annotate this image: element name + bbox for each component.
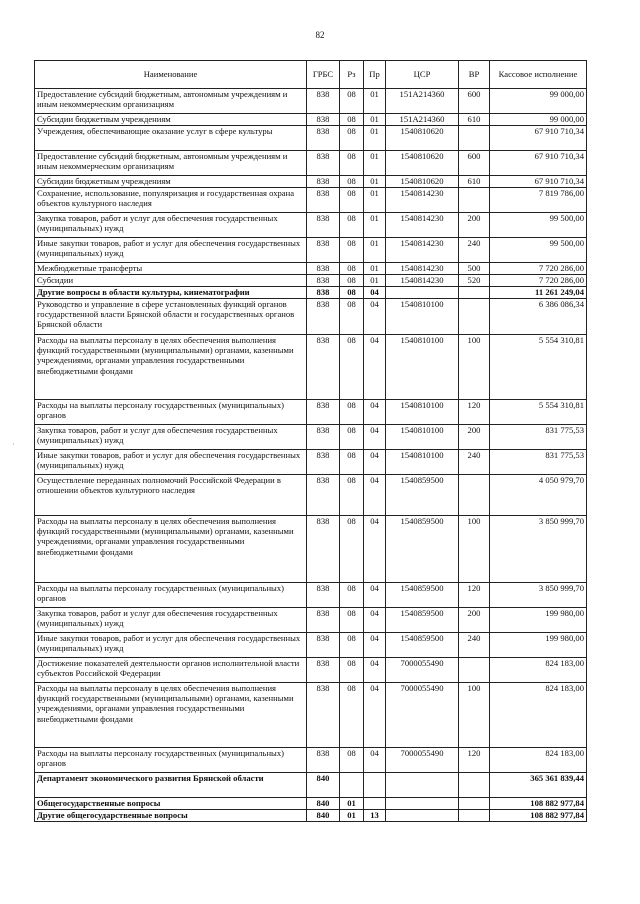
cell-amount: 199 980,00: [490, 608, 587, 633]
cell-rz: [340, 773, 364, 798]
header-grbs: ГРБС: [307, 61, 340, 89]
table-row: [35, 425, 587, 450]
cell-rz: 08: [340, 748, 364, 773]
cell-vr: [459, 810, 490, 822]
cell-amount: 99 000,00: [490, 89, 587, 114]
cell-csr: 1540814230: [386, 275, 459, 287]
cell-csr: [386, 810, 459, 822]
cell-grbs: 838: [307, 213, 340, 238]
cell-csr: 1540859500: [386, 633, 459, 658]
cell-pr: 01: [364, 263, 386, 275]
cell-rz: 08: [340, 188, 364, 213]
table-row: [35, 475, 587, 516]
table-row: [35, 516, 587, 583]
cell-grbs: 838: [307, 450, 340, 475]
cell-vr: 120: [459, 748, 490, 773]
cell-name: Субсидии бюджетным учреждениям: [35, 176, 307, 188]
cell-vr: [459, 126, 490, 151]
cell-csr: 1540810620: [386, 126, 459, 151]
cell-rz: 08: [340, 275, 364, 287]
cell-rz: 08: [340, 213, 364, 238]
cell-vr: 200: [459, 213, 490, 238]
table-row: [35, 275, 587, 287]
table-row: [35, 188, 587, 213]
cell-vr: 240: [459, 238, 490, 263]
cell-pr: 04: [364, 583, 386, 608]
cell-name: Сохранение, использование, популяризация и государственная охрана объектов культурного наследия: [35, 188, 307, 213]
header-vr: ВР: [459, 61, 490, 89]
table-row: [35, 683, 587, 748]
cell-rz: 08: [340, 126, 364, 151]
cell-rz: 08: [340, 89, 364, 114]
cell-name: Осуществление переданных полномочий Российской Федерации в отношении объектов культурного наследия: [35, 475, 307, 516]
budget-execution-table: [34, 60, 587, 822]
cell-pr: [364, 773, 386, 798]
cell-csr: 1540810100: [386, 450, 459, 475]
cell-grbs: 838: [307, 263, 340, 275]
cell-pr: 01: [364, 151, 386, 176]
cell-csr: 1540814230: [386, 213, 459, 238]
cell-name: Межбюджетные трансферты: [35, 263, 307, 275]
cell-grbs: 838: [307, 633, 340, 658]
cell-name: Расходы на выплаты персоналу в целях обеспечения выполнения функций государственными (муниципальными) органами, казенными учреждениями, органами управления государственными внебюджетными фондами: [35, 516, 307, 583]
cell-vr: 240: [459, 633, 490, 658]
cell-name: Субсидии бюджетным учреждениям: [35, 114, 307, 126]
header-amount: Кассовое исполнение: [490, 61, 587, 89]
cell-grbs: 840: [307, 773, 340, 798]
cell-amount: 67 910 710,34: [490, 176, 587, 188]
header-rz: Рз: [340, 61, 364, 89]
cell-grbs: 838: [307, 658, 340, 683]
cell-amount: 824 183,00: [490, 683, 587, 748]
cell-rz: 08: [340, 263, 364, 275]
cell-rz: 01: [340, 810, 364, 822]
table-row: [35, 126, 587, 151]
cell-csr: 1540859500: [386, 475, 459, 516]
table-row: [35, 213, 587, 238]
table-row: [35, 176, 587, 188]
cell-csr: 7000055490: [386, 658, 459, 683]
cell-pr: 01: [364, 275, 386, 287]
cell-name: Расходы на выплаты персоналу государственных (муниципальных) органов: [35, 400, 307, 425]
table-row: [35, 748, 587, 773]
cell-csr: 1540810100: [386, 335, 459, 400]
cell-csr: 1540859500: [386, 516, 459, 583]
cell-grbs: 838: [307, 425, 340, 450]
cell-vr: 600: [459, 89, 490, 114]
cell-rz: 08: [340, 335, 364, 400]
cell-pr: 13: [364, 810, 386, 822]
cell-rz: 08: [340, 299, 364, 335]
table-header-row: [35, 61, 587, 89]
cell-grbs: 838: [307, 126, 340, 151]
cell-amount: 199 980,00: [490, 633, 587, 658]
cell-amount: 824 183,00: [490, 658, 587, 683]
cell-pr: 04: [364, 450, 386, 475]
cell-vr: 600: [459, 151, 490, 176]
cell-name: Предоставление субсидий бюджетным, автономным учреждениям и иным некоммерческим организациям: [35, 151, 307, 176]
cell-name: Расходы на выплаты персоналу в целях обеспечения выполнения функций государственными (муниципальными) органами, казенными учреждениями, органами управления государственными внебюджетными фондами: [35, 683, 307, 748]
cell-csr: 1540814230: [386, 188, 459, 213]
table-row: [35, 238, 587, 263]
cell-vr: [459, 287, 490, 299]
cell-grbs: 838: [307, 188, 340, 213]
cell-pr: 04: [364, 658, 386, 683]
cell-vr: 100: [459, 683, 490, 748]
cell-amount: 99 000,00: [490, 114, 587, 126]
cell-name: Закупка товаров, работ и услуг для обеспечения государственных (муниципальных) нужд: [35, 425, 307, 450]
table-row: [35, 114, 587, 126]
table-body: [35, 89, 587, 822]
table-row: [35, 287, 587, 299]
cell-name: Предоставление субсидий бюджетным, автономным учреждениям и иным некоммерческим организациям: [35, 89, 307, 114]
cell-vr: [459, 475, 490, 516]
cell-vr: [459, 658, 490, 683]
cell-grbs: 838: [307, 400, 340, 425]
cell-rz: 08: [340, 450, 364, 475]
cell-pr: 04: [364, 475, 386, 516]
cell-amount: 6 386 086,34: [490, 299, 587, 335]
table-row: [35, 633, 587, 658]
cell-name: Достижение показателей деятельности органов исполнительной власти субъектов Российской Федерации: [35, 658, 307, 683]
cell-grbs: 838: [307, 335, 340, 400]
cell-name: Руководство и управление в сфере установленных функций органов государственной власти Брянской области и государственных органов Брянской области: [35, 299, 307, 335]
cell-grbs: 838: [307, 275, 340, 287]
cell-grbs: 840: [307, 798, 340, 810]
cell-amount: 99 500,00: [490, 213, 587, 238]
cell-name: Другие общегосударственные вопросы: [35, 810, 307, 822]
cell-pr: 01: [364, 114, 386, 126]
cell-grbs: 838: [307, 238, 340, 263]
cell-grbs: 838: [307, 287, 340, 299]
table-row: [35, 89, 587, 114]
cell-grbs: 838: [307, 683, 340, 748]
table-row: [35, 608, 587, 633]
cell-csr: [386, 798, 459, 810]
cell-csr: 1540810100: [386, 400, 459, 425]
cell-rz: 08: [340, 608, 364, 633]
cell-rz: 08: [340, 425, 364, 450]
cell-grbs: 838: [307, 516, 340, 583]
table-row: [35, 335, 587, 400]
cell-csr: 1540810620: [386, 176, 459, 188]
table-row: [35, 583, 587, 608]
table-row: [35, 773, 587, 798]
cell-vr: 120: [459, 583, 490, 608]
cell-csr: 7000055490: [386, 683, 459, 748]
cell-amount: 5 554 310,81: [490, 335, 587, 400]
cell-rz: 08: [340, 114, 364, 126]
cell-amount: 831 775,53: [490, 450, 587, 475]
cell-amount: 365 361 839,44: [490, 773, 587, 798]
cell-name: Расходы на выплаты персоналу государственных (муниципальных) органов: [35, 583, 307, 608]
cell-csr: 1540859500: [386, 583, 459, 608]
cell-name: Департамент экономического развития Брянской области: [35, 773, 307, 798]
cell-csr: 1540810100: [386, 425, 459, 450]
scan-mark: ·: [12, 440, 15, 449]
cell-rz: 08: [340, 400, 364, 425]
cell-rz: 08: [340, 238, 364, 263]
cell-amount: 824 183,00: [490, 748, 587, 773]
cell-grbs: 838: [307, 151, 340, 176]
cell-csr: 151А214360: [386, 114, 459, 126]
cell-name: Закупка товаров, работ и услуг для обеспечения государственных (муниципальных) нужд: [35, 608, 307, 633]
cell-vr: 200: [459, 608, 490, 633]
cell-vr: 500: [459, 263, 490, 275]
cell-pr: [364, 798, 386, 810]
cell-amount: 4 050 979,70: [490, 475, 587, 516]
cell-csr: 151А214360: [386, 89, 459, 114]
cell-grbs: 838: [307, 114, 340, 126]
cell-vr: 100: [459, 516, 490, 583]
cell-csr: 1540814230: [386, 263, 459, 275]
cell-vr: 120: [459, 400, 490, 425]
table-row: [35, 299, 587, 335]
page-number: 82: [315, 30, 325, 40]
cell-pr: 04: [364, 608, 386, 633]
cell-name: Закупка товаров, работ и услуг для обеспечения государственных (муниципальных) нужд: [35, 213, 307, 238]
cell-grbs: 838: [307, 608, 340, 633]
cell-vr: 100: [459, 335, 490, 400]
cell-csr: 1540814230: [386, 238, 459, 263]
cell-csr: 1540810100: [386, 299, 459, 335]
cell-vr: 200: [459, 425, 490, 450]
cell-rz: 08: [340, 633, 364, 658]
cell-pr: 01: [364, 213, 386, 238]
cell-rz: 08: [340, 516, 364, 583]
cell-rz: 08: [340, 658, 364, 683]
cell-name: Субсидии: [35, 275, 307, 287]
cell-grbs: 838: [307, 299, 340, 335]
table-row: [35, 810, 587, 822]
cell-grbs: 838: [307, 176, 340, 188]
cell-grbs: 838: [307, 89, 340, 114]
cell-vr: 610: [459, 176, 490, 188]
cell-csr: 1540859500: [386, 608, 459, 633]
cell-rz: 08: [340, 583, 364, 608]
cell-grbs: 838: [307, 748, 340, 773]
cell-name: Учреждения, обеспечивающие оказание услуг в сфере культуры: [35, 126, 307, 151]
cell-rz: 08: [340, 683, 364, 748]
cell-amount: 11 261 249,04: [490, 287, 587, 299]
cell-rz: 08: [340, 475, 364, 516]
cell-grbs: 838: [307, 583, 340, 608]
cell-grbs: 838: [307, 475, 340, 516]
cell-amount: 7 819 786,00: [490, 188, 587, 213]
cell-pr: 04: [364, 683, 386, 748]
cell-amount: 99 500,00: [490, 238, 587, 263]
cell-name: Расходы на выплаты персоналу государственных (муниципальных) органов: [35, 748, 307, 773]
cell-vr: [459, 299, 490, 335]
cell-name: Иные закупки товаров, работ и услуг для обеспечения государственных (муниципальных) нужд: [35, 238, 307, 263]
cell-pr: 01: [364, 176, 386, 188]
cell-csr: [386, 287, 459, 299]
cell-name: Иные закупки товаров, работ и услуг для обеспечения государственных (муниципальных) нужд: [35, 450, 307, 475]
cell-pr: 04: [364, 400, 386, 425]
cell-amount: 3 850 999,70: [490, 583, 587, 608]
cell-amount: 108 882 977,84: [490, 810, 587, 822]
cell-amount: 67 910 710,34: [490, 151, 587, 176]
cell-amount: 7 720 286,00: [490, 275, 587, 287]
cell-name: Другие вопросы в области культуры, кинематографии: [35, 287, 307, 299]
cell-amount: 5 554 310,81: [490, 400, 587, 425]
cell-rz: 08: [340, 151, 364, 176]
cell-rz: 08: [340, 176, 364, 188]
cell-csr: [386, 773, 459, 798]
cell-amount: 3 850 999,70: [490, 516, 587, 583]
cell-vr: [459, 798, 490, 810]
cell-vr: [459, 773, 490, 798]
cell-grbs: 840: [307, 810, 340, 822]
cell-amount: 7 720 286,00: [490, 263, 587, 275]
cell-pr: 04: [364, 748, 386, 773]
cell-name: Расходы на выплаты персоналу в целях обеспечения выполнения функций государственными (муниципальными) органами, казенными учреждениями, органами управления государственными внебюджетными фондами: [35, 335, 307, 400]
header-pr: Пр: [364, 61, 386, 89]
cell-pr: 01: [364, 126, 386, 151]
cell-csr: 1540810620: [386, 151, 459, 176]
cell-pr: 04: [364, 425, 386, 450]
table-row: [35, 658, 587, 683]
header-name: Наименование: [35, 61, 307, 89]
table-row: [35, 798, 587, 810]
cell-pr: 01: [364, 188, 386, 213]
cell-pr: 01: [364, 89, 386, 114]
cell-pr: 04: [364, 299, 386, 335]
header-csr: ЦСР: [386, 61, 459, 89]
cell-amount: 108 882 977,84: [490, 798, 587, 810]
table-row: [35, 151, 587, 176]
cell-rz: 08: [340, 287, 364, 299]
table-row: [35, 450, 587, 475]
cell-csr: 7000055490: [386, 748, 459, 773]
cell-vr: 240: [459, 450, 490, 475]
cell-vr: [459, 188, 490, 213]
cell-pr: 04: [364, 516, 386, 583]
cell-vr: 520: [459, 275, 490, 287]
table-row: [35, 263, 587, 275]
cell-amount: 67 910 710,34: [490, 126, 587, 151]
cell-pr: 04: [364, 335, 386, 400]
cell-rz: 01: [340, 798, 364, 810]
cell-pr: 04: [364, 287, 386, 299]
cell-pr: 01: [364, 238, 386, 263]
cell-amount: 831 775,53: [490, 425, 587, 450]
cell-vr: 610: [459, 114, 490, 126]
cell-name: Иные закупки товаров, работ и услуг для обеспечения государственных (муниципальных) нужд: [35, 633, 307, 658]
table-row: [35, 400, 587, 425]
cell-name: Общегосударственные вопросы: [35, 798, 307, 810]
cell-pr: 04: [364, 633, 386, 658]
